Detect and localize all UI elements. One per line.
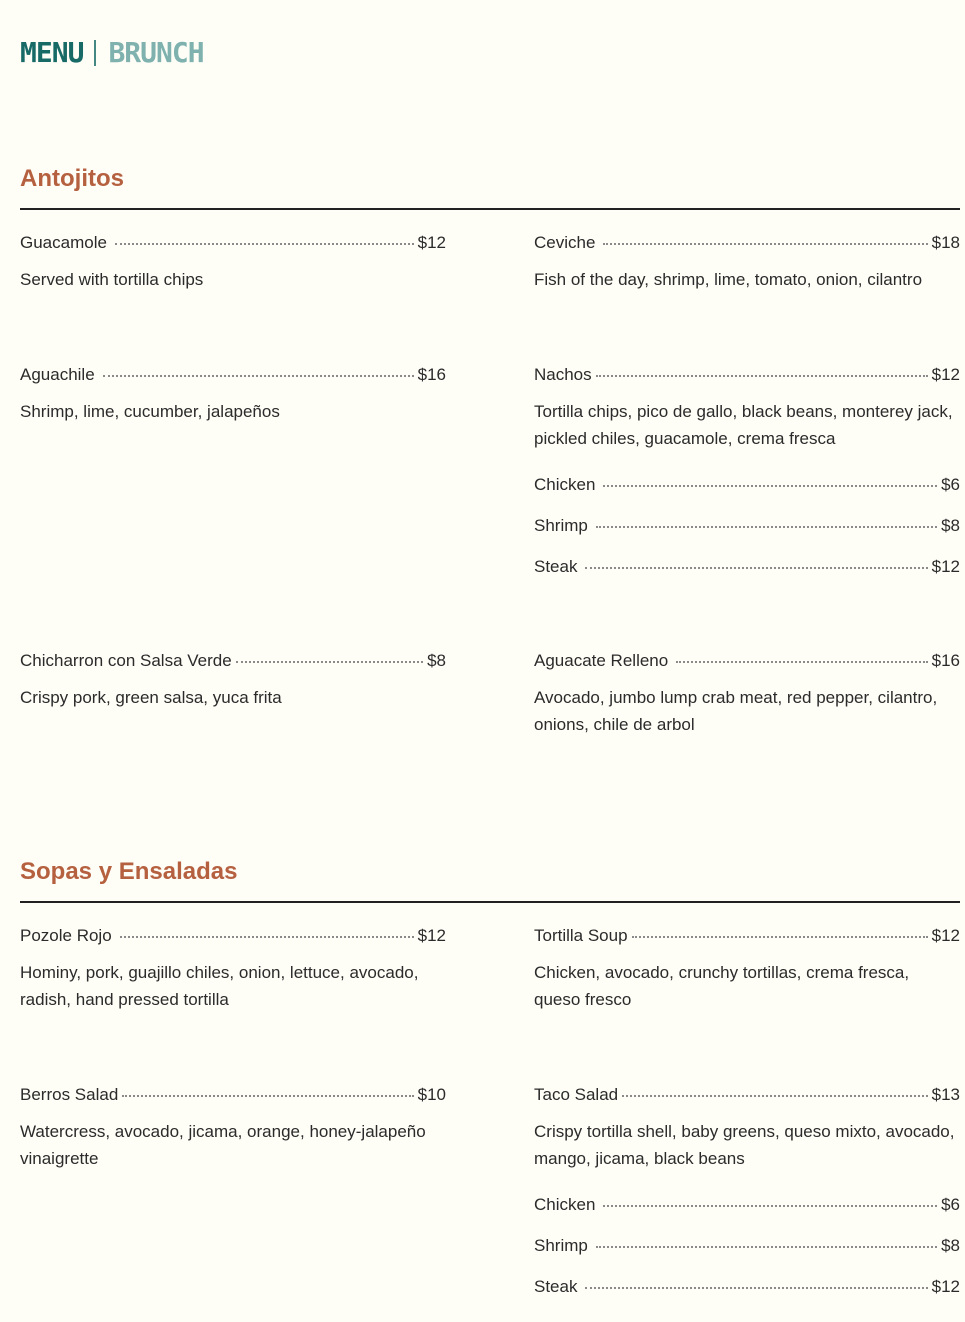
- item-name: Nachos: [534, 365, 592, 384]
- dot-leader: [115, 242, 414, 245]
- menu-item-aguacate-relleno: [534, 649, 960, 738]
- dot-leader: [120, 935, 414, 938]
- dot-leader: [632, 935, 928, 938]
- menu-logo-text: MENU: [20, 36, 84, 69]
- item-name: Ceviche: [534, 233, 596, 252]
- item-description: Hominy, pork, guajillo chiles, onion, lettuce, avocado, radish, hand pressed tortilla: [20, 963, 419, 1009]
- addon-chicken: [534, 1193, 960, 1217]
- item-price: $13: [931, 1085, 960, 1104]
- item-name: Chicharron con Salsa Verde: [20, 651, 232, 670]
- menu-item-ceviche: [534, 231, 960, 293]
- dot-leader: [596, 525, 937, 528]
- item-name: Tortilla Soup: [534, 926, 628, 945]
- dot-leader: [596, 374, 928, 377]
- item-price: $16: [931, 651, 960, 670]
- item-name: Berros Salad: [20, 1085, 119, 1104]
- addon-steak: [534, 1275, 960, 1299]
- item-price: $12: [931, 365, 960, 384]
- dot-leader: [596, 1245, 937, 1248]
- item-price: $8: [427, 651, 446, 670]
- section-sopas-y-ensaladas: [20, 857, 960, 1296]
- item-name: Aguachile: [20, 365, 95, 384]
- addon-shrimp: [534, 1234, 960, 1258]
- dot-leader: [603, 1204, 937, 1207]
- menu-item-aguachile: [20, 363, 446, 425]
- addon-name: Shrimp: [534, 1236, 588, 1255]
- item-price: $16: [417, 365, 446, 384]
- dot-leader: [603, 242, 927, 245]
- item-price: $12: [931, 926, 960, 945]
- dot-leader: [622, 1094, 928, 1097]
- menu-item-berros-salad: [20, 1083, 446, 1172]
- item-price: $18: [931, 233, 960, 252]
- section-title: Sopas y Ensaladas: [20, 858, 238, 885]
- menu-item-tortilla-soup: [534, 924, 960, 1013]
- addon-name: Chicken: [534, 1195, 596, 1214]
- item-name: Aguacate Relleno: [534, 651, 669, 670]
- menu-item-pozole-rojo: [20, 924, 446, 1013]
- addon-name: Shrimp: [534, 516, 588, 535]
- addon-name: Chicken: [534, 475, 596, 494]
- item-description: Served with tortilla chips: [20, 270, 204, 289]
- item-description: Avocado, jumbo lump crab meat, red pepper, cilantro, onions, chile de arbol: [534, 688, 938, 734]
- dot-leader: [103, 374, 414, 377]
- menu-item-nachos: [534, 363, 960, 452]
- dot-leader: [122, 1094, 413, 1097]
- menu-item-taco-salad: [534, 1083, 960, 1172]
- dot-leader: [585, 1286, 927, 1289]
- addon-price: $8: [941, 1236, 960, 1255]
- item-description: Shrimp, lime, cucumber, jalapeños: [20, 402, 280, 421]
- item-description: Watercress, avocado, jicama, orange, honey-jalapeño vinaigrette: [20, 1122, 426, 1168]
- addon-price: $8: [941, 516, 960, 535]
- menu-header: [20, 36, 204, 69]
- addon-name: Steak: [534, 557, 578, 576]
- section-divider: [20, 208, 960, 210]
- dot-leader: [236, 660, 423, 663]
- item-price: $10: [417, 1085, 446, 1104]
- addon-steak: [534, 555, 960, 579]
- brunch-logo-text: BRUNCH: [108, 36, 204, 69]
- dot-leader: [676, 660, 927, 663]
- addon-name: Steak: [534, 1277, 578, 1296]
- dot-leader: [603, 484, 937, 487]
- addon-price: $6: [941, 1195, 960, 1214]
- item-price: $12: [417, 926, 446, 945]
- item-name: Taco Salad: [534, 1085, 619, 1104]
- item-description: Tortilla chips, pico de gallo, black beans, monterey jack, pickled chiles, guacamole, crema fresca: [534, 402, 953, 448]
- item-description: Crispy tortilla shell, baby greens, queso mixto, avocado, mango, jicama, black beans: [534, 1122, 955, 1168]
- item-price: $12: [417, 233, 446, 252]
- addon-price: $12: [931, 557, 960, 576]
- section-title: Antojitos: [20, 165, 124, 192]
- item-description: Chicken, avocado, crunchy tortillas, crema fresca, queso fresco: [534, 963, 910, 1009]
- section-divider: [20, 901, 960, 903]
- item-description: Crispy pork, green salsa, yuca frita: [20, 688, 282, 707]
- item-name: Pozole Rojo: [20, 926, 112, 945]
- menu-item-chicharron: [20, 649, 446, 711]
- addon-chicken: [534, 473, 960, 497]
- addon-shrimp: [534, 514, 960, 538]
- logo-divider: [94, 40, 96, 66]
- dot-leader: [585, 566, 927, 569]
- item-name: Guacamole: [20, 233, 107, 252]
- addon-price: $12: [931, 1277, 960, 1296]
- menu-item-guacamole: [20, 231, 446, 293]
- section-antojitos: [20, 164, 960, 734]
- addon-price: $6: [941, 475, 960, 494]
- item-description: Fish of the day, shrimp, lime, tomato, onion, cilantro: [534, 270, 923, 289]
